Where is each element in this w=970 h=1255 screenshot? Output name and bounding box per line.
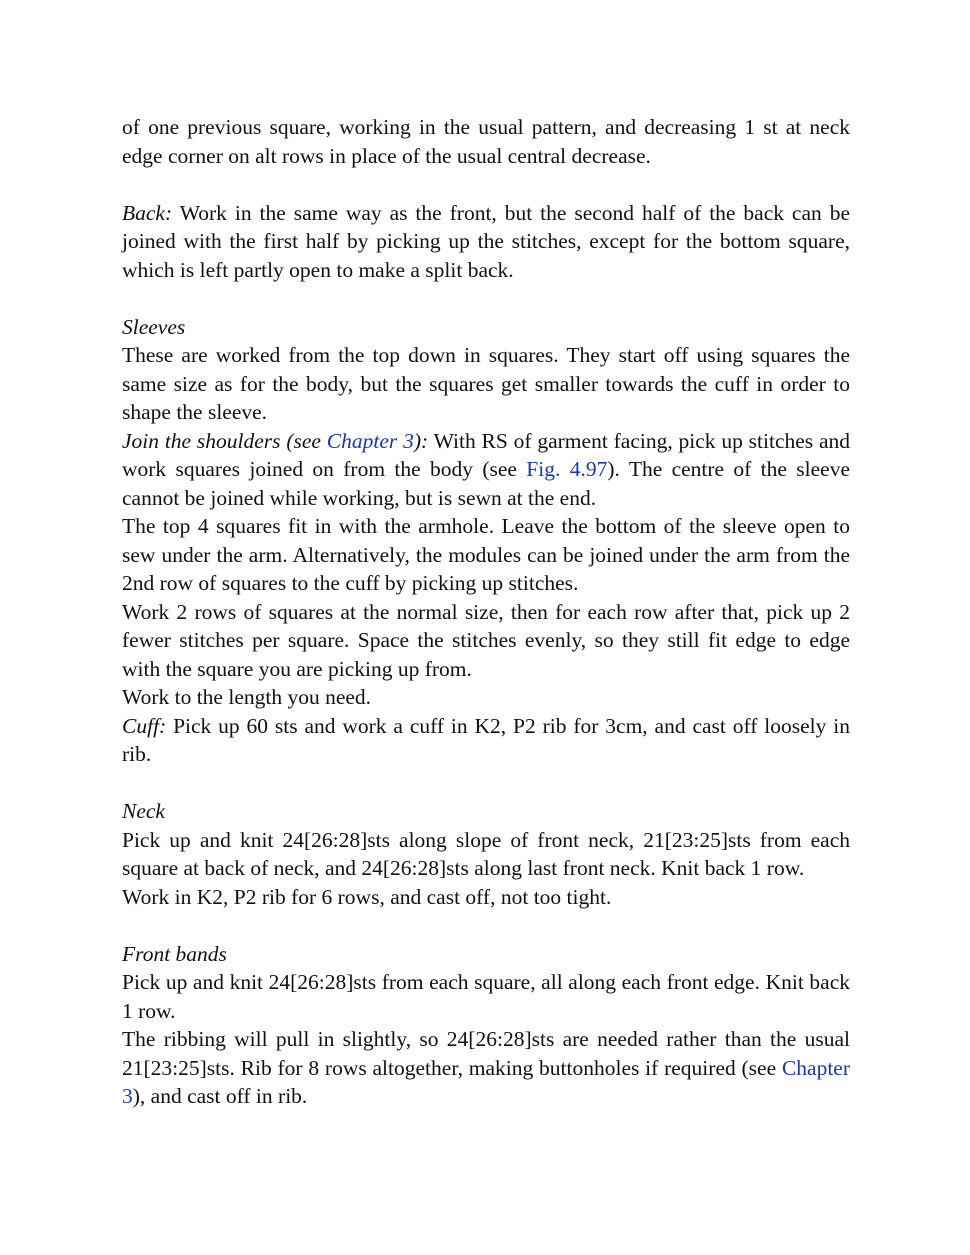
back-paragraph xyxy=(122,199,850,285)
neck-heading: Neck xyxy=(122,799,165,823)
sleeves-paragraph-4: Work 2 rows of squares at the normal size, then for each row after that, pick up 2 fewer stitches per square. Space the stitches evenly, so they still fit edge to edge with the square you are picking up from. xyxy=(122,599,850,681)
sleeves-paragraph-5: Work to the length you need. xyxy=(122,685,372,709)
spacer xyxy=(122,911,850,940)
cuff-label: Cuff: xyxy=(122,713,167,738)
back-label: Back: xyxy=(122,200,173,225)
front-bands-text-start: The ribbing will pull in slightly, so 24[26:28]sts are needed rather than the usual 21[23:25]sts. Rib for 8 rows altogether, making buttonholes if required (see xyxy=(122,1027,850,1080)
chapter-3-link-bands[interactable]: Chapter 3 xyxy=(122,1055,850,1108)
front-bands-heading: Front bands xyxy=(122,941,227,966)
spacer xyxy=(122,284,850,313)
sleeves-paragraph-1: These are worked from the top down in squares. They start off using squares the same size as for the body, but the squares get smaller towards the cuff in order to shape the sleeve. xyxy=(122,343,850,424)
cuff-text: Pick up 60 sts and work a cuff in K2, P2 rib for 3cm, and cast off loosely in rib. xyxy=(122,713,850,766)
join-text-start: With RS of garment facing, pick up stitches and work squares joined on from the body (see xyxy=(122,428,851,481)
fig-4-97-link[interactable]: Fig. 4.97 xyxy=(526,457,608,481)
spacer xyxy=(122,170,850,199)
neck-paragraph-1: Pick up and knit 24[26:28]sts along slope of front neck, 21[23:25]sts from each square at back of neck, and 24[26:28]sts along last front neck. Knit back 1 row. xyxy=(122,827,850,880)
sleeves-heading: Sleeves xyxy=(122,314,186,339)
intro-paragraph: of one previous square, working in the usual pattern, and decreasing 1 st at neck edge corner on alt rows in place of the usual central decrease. xyxy=(122,115,850,168)
front-bands-text-end: ), and cast off in rib. xyxy=(132,1084,308,1108)
join-label-start: Join the shoulders (see xyxy=(122,428,327,453)
document-page xyxy=(122,113,850,1111)
front-bands-paragraph-2 xyxy=(122,1025,850,1111)
neck-paragraph-2: Work in K2, P2 rib for 6 rows, and cast off, not too tight. xyxy=(122,884,612,909)
spacer xyxy=(122,769,850,798)
join-shoulders-paragraph xyxy=(122,427,850,513)
back-text: Work in the same way as the front, but the second half of the back can be joined with the first half by picking up the stitches, except for the bottom square, which is left partly open to make a split back. xyxy=(122,200,850,282)
sleeves-paragraph-3: The top 4 squares fit in with the armhole. Leave the bottom of the sleeve open to sew under the arm. Alternatively, the modules can be joined under the arm from the 2nd row of squares to the cuff by picking up stitches. xyxy=(122,514,850,595)
cuff-paragraph xyxy=(122,712,850,769)
front-bands-paragraph-1: Pick up and knit 24[26:28]sts from each square, all along each front edge. Knit back 1 row. xyxy=(122,970,850,1023)
chapter-3-link[interactable]: Chapter 3 xyxy=(326,428,414,453)
join-label-end: ): xyxy=(413,428,429,453)
join-text-end: ). The centre of the sleeve cannot be joined while working, but is sewn at the end. xyxy=(122,457,851,510)
